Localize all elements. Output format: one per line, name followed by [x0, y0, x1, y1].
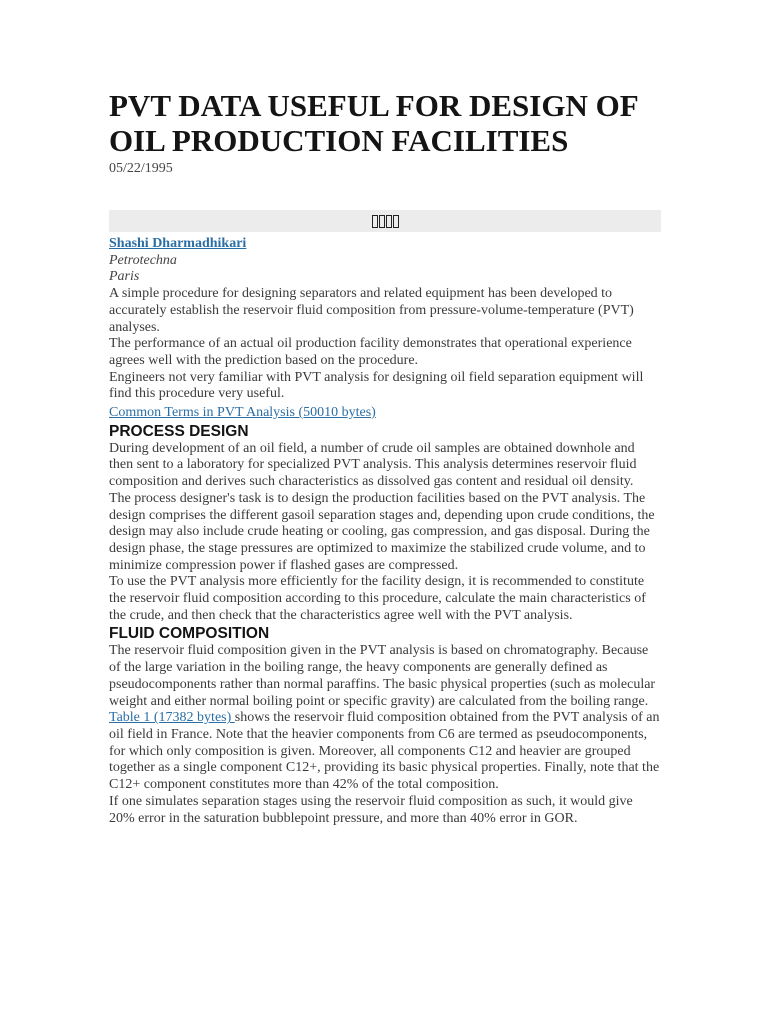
process-paragraph: To use the PVT analysis more efficiently for the facility design, it is recommended to constitute the reservoir fluid composition according to this procedure, calculate the main characteristics of the crude, and then check that the characteristics agree well with the PVT analysis.	[109, 574, 646, 623]
missing-glyph-icon	[379, 215, 385, 228]
section-heading-process-design: PROCESS DESIGN	[109, 422, 249, 440]
encoding-bar	[109, 210, 661, 232]
fluid-paragraph-table	[109, 710, 661, 794]
article-date: 05/22/1995	[109, 161, 173, 176]
missing-glyph-icon	[386, 215, 392, 228]
article	[109, 88, 661, 827]
process-paragraph: During development of an oil field, a number of crude oil samples are obtained downhole and then sent to a laboratory for specialized PVT analysis. This analysis determines reservoir fluid composition and derives such characteristics as dissolved gas content and residual oil density.	[109, 440, 637, 490]
missing-glyph-icons	[372, 215, 399, 228]
table-1-link[interactable]: Table 1 (17382 bytes)	[109, 710, 235, 726]
process-paragraph: The process designer's task is to design the production facilities based on the PVT analysis. The design comprises the different gasoil separation stages and, depending upon crude conditions, the design may also include crude heating or cooling, gas compression, and gas disposal. During the design phase, the stage pressures are optimized to maximize the stabilized crude volume, and to minimize compression power if flashed gases are compressed.	[109, 490, 655, 573]
section-heading-fluid-composition: FLUID COMPOSITION	[109, 625, 270, 643]
fluid-paragraph: If one simulates separation stages using the reservoir fluid composition as such, it would give 20% error in the saturation bubblepoint pressure, and more than 40% error in GOR.	[109, 793, 633, 826]
table-1-description: shows the reservoir fluid composition obtained from the PVT analysis of an oil field in France. Note that the heavier components from C6 are termed as pseudocomponents, for which only composition is given. Moreover, all components C12 and heavier are grouped together as a single component C12+, providing its basic physical properties. Finally, note that the C12+ component constitutes more than 42% of the total composition.	[109, 710, 660, 793]
author-city: Paris	[109, 269, 140, 285]
intro-paragraph: Engineers not very familiar with PVT analysis for designing oil field separation equipment will find this procedure very useful.	[109, 369, 644, 402]
intro-paragraph: A simple procedure for designing separators and related equipment has been developed to accurately establish the reservoir fluid composition from pressure-volume-temperature (PVT) analyses.	[109, 286, 634, 335]
missing-glyph-icon	[372, 215, 378, 228]
common-terms-link[interactable]: Common Terms in PVT Analysis (50010 bytes)	[109, 405, 376, 421]
author-link[interactable]: Shashi Dharmadhikari	[109, 236, 247, 251]
missing-glyph-icon	[393, 215, 399, 228]
fluid-paragraph: The reservoir fluid composition given in the PVT analysis is based on chromatography. Because of the large variation in the boiling range, the heavy components are generally defined as pseudocomponents rather than normal paraffins. The basic physical properties (such as molecular weight and either normal boiling point or specific gravity) are calculated from the boiling range.	[109, 643, 656, 709]
intro-paragraph: The performance of an actual oil production facility demonstrates that operational experience agrees well with the prediction based on the procedure.	[109, 336, 632, 368]
article-title: PVT DATA USEFUL FOR DESIGN OF OIL PRODUCTION FACILITIES	[109, 88, 638, 158]
author-company: Petrotechna	[109, 252, 177, 268]
